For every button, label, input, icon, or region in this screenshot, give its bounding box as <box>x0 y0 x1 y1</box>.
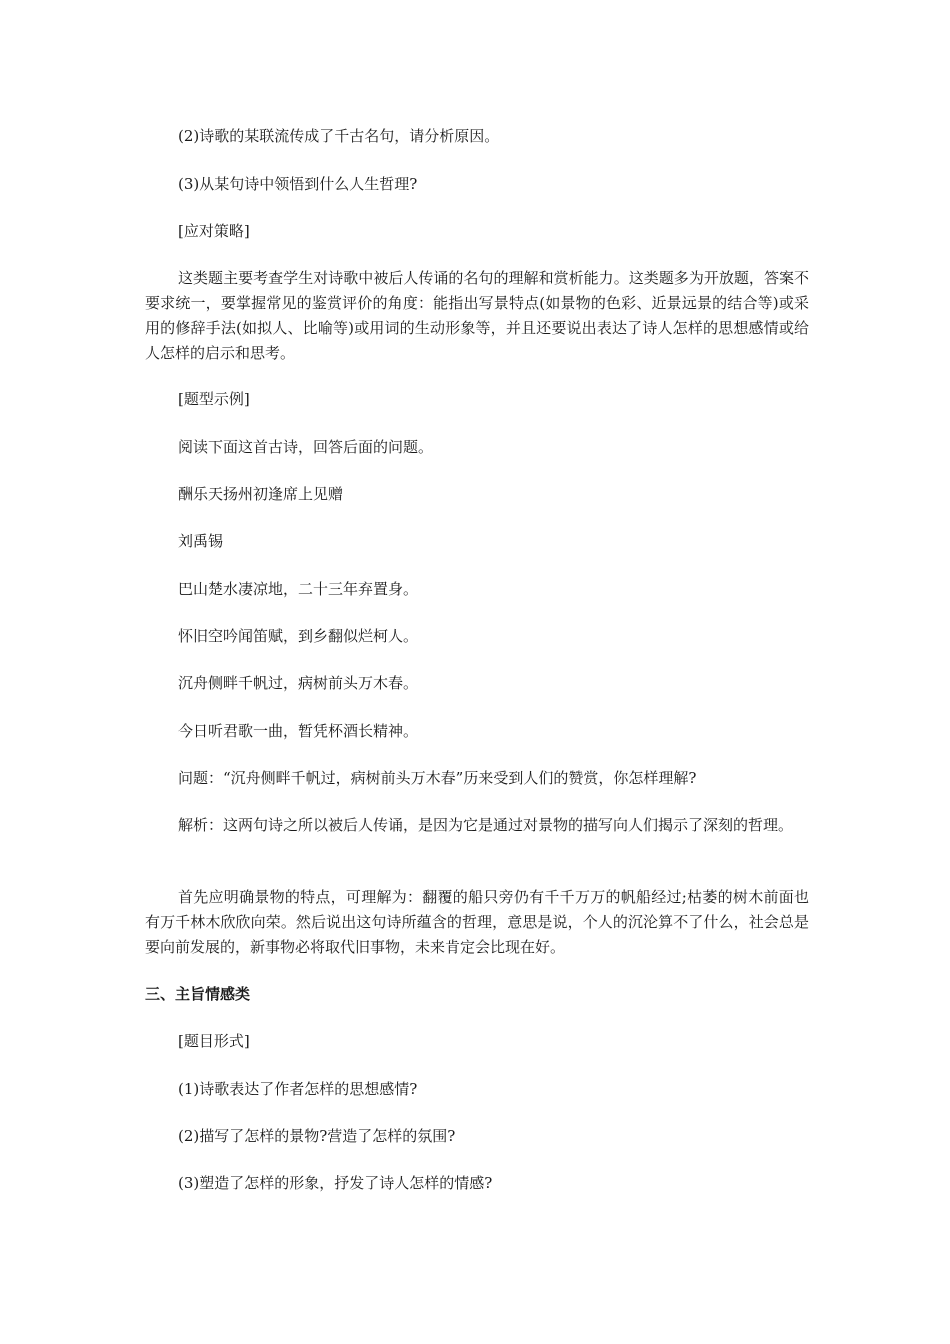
example-label: [题型示例] <box>178 390 250 408</box>
section-heading: 三、主旨情感类 <box>145 985 251 1003</box>
poem-title: 酬乐天扬州初逢席上见赠 <box>178 485 344 503</box>
section-question-1: (1)诗歌表达了作者怎样的思想感情? <box>178 1080 418 1098</box>
analysis-paragraph: 解析：这两句诗之所以被后人传诵，是因为它是通过对景物的描写向人们揭示了深刻的哲理。 <box>178 816 794 834</box>
section-question-3: (3)塑造了怎样的形象，抒发了诗人怎样的情感? <box>178 1174 493 1192</box>
question-text: 问题：“沉舟侧畔千帆过，病树前头万木春”历来受到人们的赞赏，你怎样理解? <box>178 769 697 787</box>
poem-line-1: 巴山楚水凄凉地，二十三年弃置身。 <box>178 580 419 598</box>
question-2-text: (2)诗歌的某联流传成了千古名句，请分析原因。 <box>178 127 500 145</box>
poem-line-3: 沉舟侧畔千帆过，病树前头万木春。 <box>178 674 419 692</box>
poem-line-2: 怀旧空吟闻笛赋，到乡翻似烂柯人。 <box>178 627 419 645</box>
strategy-paragraph: 这类题主要考查学生对诗歌中被后人传诵的名句的理解和赏析能力。这类题多为开放题，答案不要求统一，要掌握常见的鉴赏评价的角度：能指出写景特点(如景物的色彩、近景远景的结合等)或采用的修辞手法(如拟人、比喻等)或用词的生动形象等，并且还要说出表达了诗人怎样的思想感情或给人怎样的启示和思考。 <box>145 269 809 362</box>
poem-line-4: 今日听君歌一曲，暂凭杯酒长精神。 <box>178 722 419 740</box>
section-question-2: (2)描写了怎样的景物?营造了怎样的氛围? <box>178 1127 456 1145</box>
poem-author: 刘禹锡 <box>178 532 224 550</box>
question-3-text: (3)从某句诗中领悟到什么人生哲理? <box>178 175 418 193</box>
example-instruction: 阅读下面这首古诗，回答后面的问题。 <box>178 438 434 456</box>
explanation-paragraph: 首先应明确景物的特点，可理解为：翻覆的船只旁仍有千千万万的帆船经过;枯萎的树木前面也有万千林木欣欣向荣。然后说出这句诗所蕴含的哲理，意思是说，个人的沉沦算不了什么，社会总是要向前发展的，新事物必将取代旧事物，未来肯定会比现在好。 <box>145 888 809 956</box>
strategy-label: [应对策略] <box>178 222 250 240</box>
question-form-label: [题目形式] <box>178 1032 250 1050</box>
